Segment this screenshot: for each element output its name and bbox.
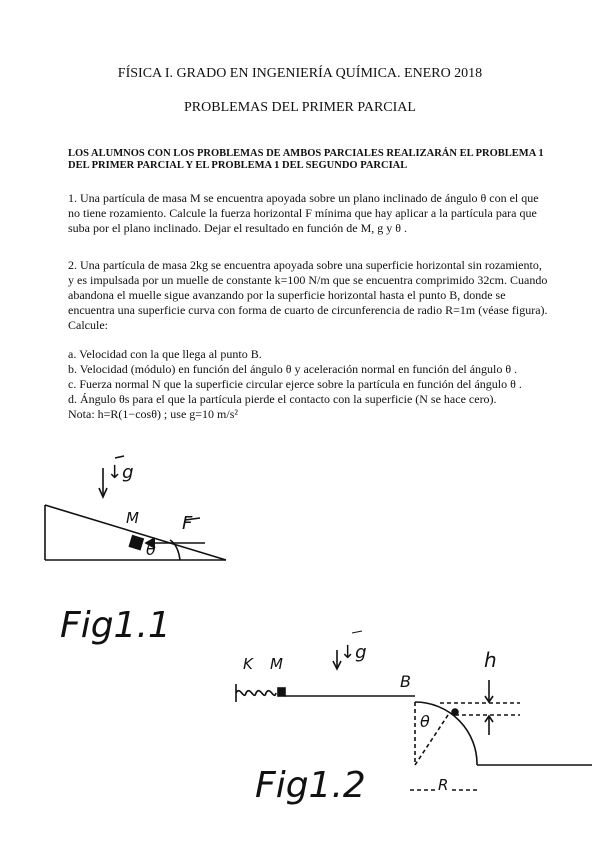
item-b: b. Velocidad (módulo) en función del ángulo θ y aceleración normal en función del ángulo θ . [68,362,518,376]
note: Nota: h=R(1−cosθ) ; use g=10 m/s² [68,407,238,421]
item-a: a. Velocidad con la que llega al punto B. [68,347,262,361]
fig2-radius-label: R [438,776,449,794]
item-c: c. Fuerza normal N que la superficie circular ejerce sobre la partícula en función del ángulo θ . [68,377,522,391]
problem-2-statement: 2. Una partícula de masa 2kg se encuentra apoyada sobre una superficie horizontal sin rozamiento, y es impulsada por un muelle de constante k=100 N/m que se encuentra comprimido 32cm. Cuando abandona el muelle sigue avanzando por la superficie horizontal hasta el punto B, donde se encuentra una superficie curva con forma de cuarto de circunferencia de radio R=1m (véase figura). Calcule: [68,258,548,332]
fig1-caption: Fig1.1 [60,605,171,646]
fig2-gravity-label: ↓g [340,642,367,663]
fig1-mass-label: M [126,509,139,527]
document-title: FÍSICA I. GRADO EN INGENIERÍA QUÍMICA. ENERO 2018 [117,66,483,81]
fig-1-1-incline [45,456,226,560]
fig2-angle-label: θ [420,712,430,731]
notice: LOS ALUMNOS CON LOS PROBLEMAS DE AMBOS PARCIALES REALIZARÁN EL PROBLEMA 1 DEL PRIMER PARCIAL Y EL PROBLEMA 1 DEL SEGUNDO PARCIAL [68,148,544,171]
fig2-spring-label: K [243,655,253,673]
fig2-caption: Fig1.2 [255,765,366,806]
fig2-point-b-label: B [400,672,411,691]
item-d: d. Ángulo θs para el que la partícula pierde el contacto con la superficie (N se hace cero). [68,392,497,406]
fig1-force-label: F [182,513,193,534]
fig2-height-label: h [484,648,497,672]
document-subtitle: PROBLEMAS DEL PRIMER PARCIAL [184,100,416,115]
fig1-gravity-label: ↓g [107,462,134,483]
fig-1-2-sign [352,631,362,633]
problem-1: 1. Una partícula de masa M se encuentra apoyada sobre un plano inclinado de ángulo θ con el que no tiene rozamiento. Calcule la fuerza horizontal F mínima que hay aplicar a la partícula para que suba por el plano inclinado. Dejar el resultado en función de M, g y θ . [68,191,539,235]
fig1-angle-label: θ [146,540,156,559]
fig2-mass-label: M [270,655,283,673]
